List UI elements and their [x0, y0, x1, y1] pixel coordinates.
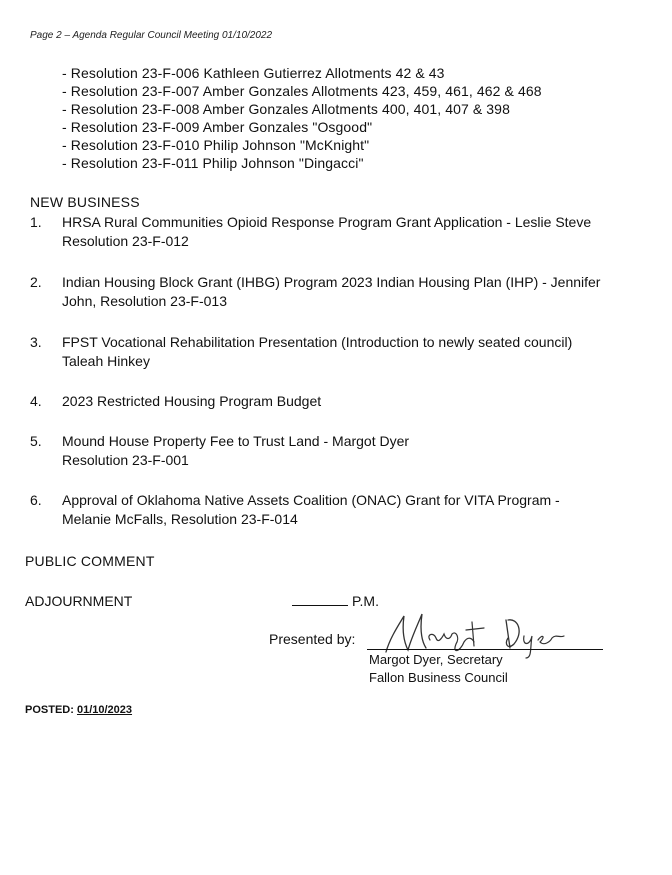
list-item: - Resolution 23-F-011 Philip Johnson "Dingacci"	[62, 155, 364, 171]
item-number: 4.	[30, 393, 42, 409]
page-header: Page 2 – Agenda Regular Council Meeting 01/10/2022	[30, 30, 273, 41]
item-line-1: HRSA Rural Communities Opioid Response Program Grant Application - Leslie Steve	[62, 214, 592, 230]
item-line-1: Approval of Oklahoma Native Assets Coalition (ONAC) Grant for VITA Program -	[62, 492, 560, 508]
signer-block	[369, 651, 508, 687]
new-business-heading: NEW BUSINESS	[30, 194, 140, 210]
item-number: 2.	[30, 274, 42, 290]
signer-organization: Fallon Business Council	[369, 670, 508, 685]
signature-line	[367, 649, 603, 650]
posted-date: 01/10/2023	[76, 704, 133, 716]
item-line-2: John, Resolution 23-F-013	[62, 293, 227, 309]
posted-line	[25, 704, 132, 716]
item-number: 3.	[30, 334, 42, 350]
list-item: - Resolution 23-F-010 Philip Johnson "McKnight"	[62, 137, 370, 153]
presented-by-label: Presented by:	[269, 631, 356, 647]
item-line-2: Resolution 23-F-012	[62, 233, 189, 249]
public-comment-heading: PUBLIC COMMENT	[25, 553, 155, 569]
adjournment-heading: ADJOURNMENT	[25, 593, 133, 609]
item-line-1: FPST Vocational Rehabilitation Presentation (Introduction to newly seated council)	[62, 334, 573, 350]
item-number: 1.	[30, 214, 42, 230]
list-item: - Resolution 23-F-006 Kathleen Gutierrez Allotments 42 & 43	[62, 65, 445, 81]
item-line-2: Taleah Hinkey	[62, 353, 150, 369]
posted-label: POSTED:	[25, 704, 74, 716]
item-line-2: Melanie McFalls, Resolution 23-F-014	[62, 511, 298, 527]
item-number: 6.	[30, 492, 42, 508]
signer-name: Margot Dyer, Secretary	[369, 652, 503, 667]
list-item: - Resolution 23-F-008 Amber Gonzales Allotments 400, 401, 407 & 398	[62, 101, 510, 117]
item-line-1: Mound House Property Fee to Trust Land - Margot Dyer	[62, 433, 410, 449]
item-line-1: 2023 Restricted Housing Program Budget	[62, 393, 322, 409]
item-line-1: Indian Housing Block Grant (IHBG) Program 2023 Indian Housing Plan (IHP) - Jennifer	[62, 274, 601, 290]
time-blank-line	[292, 593, 348, 606]
item-line-2: Resolution 23-F-001	[62, 452, 189, 468]
adjournment-time	[292, 593, 379, 609]
list-item: - Resolution 23-F-009 Amber Gonzales "Osgood"	[62, 119, 373, 135]
list-item: - Resolution 23-F-007 Amber Gonzales Allotments 423, 459, 461, 462 & 468	[62, 83, 542, 99]
item-number: 5.	[30, 433, 42, 449]
pm-label: P.M.	[352, 593, 379, 609]
resolution-list	[62, 64, 542, 172]
